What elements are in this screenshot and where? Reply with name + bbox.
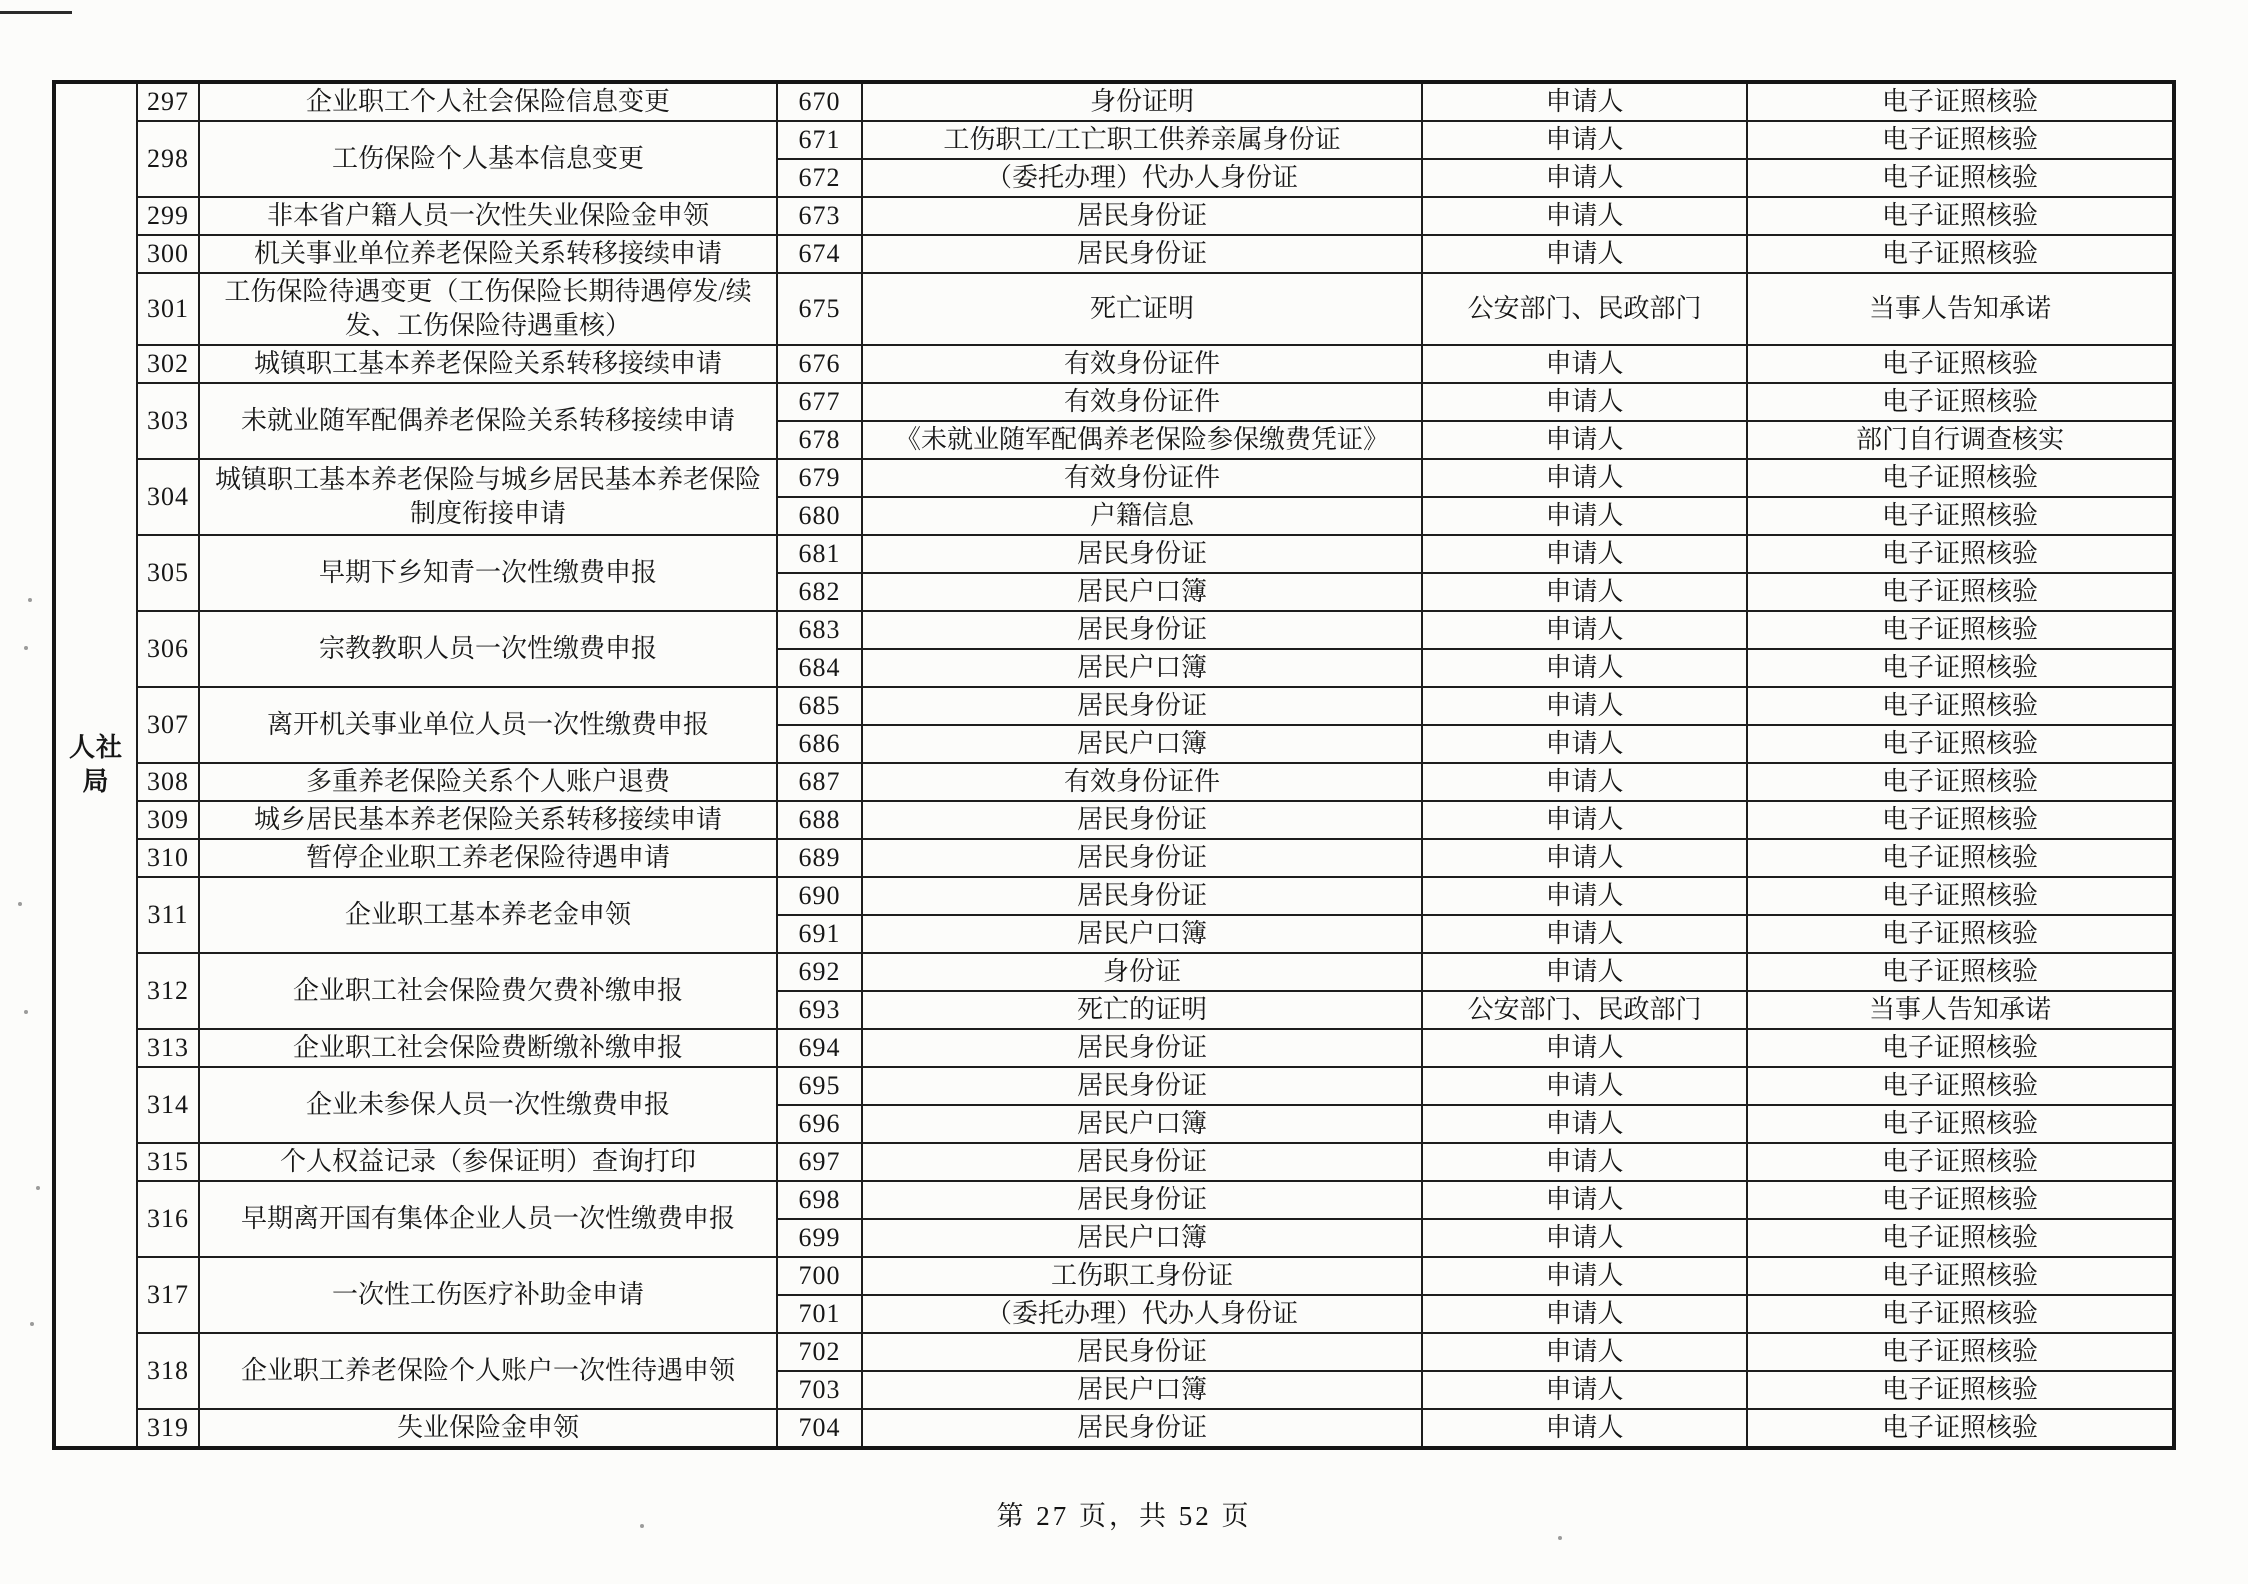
document-name-cell: 户籍信息 (862, 497, 1422, 535)
document-name-cell: 居民户口簿 (862, 1105, 1422, 1143)
document-name-cell: 居民身份证 (862, 197, 1422, 235)
issuing-party-cell: 申请人 (1422, 497, 1747, 535)
document-name-cell: 居民户口簿 (862, 1219, 1422, 1257)
issuing-party-cell: 申请人 (1422, 953, 1747, 991)
scan-speck (28, 598, 32, 602)
verification-method-cell: 电子证照核验 (1747, 763, 2174, 801)
document-name-cell: 工伤职工/工亡职工供养亲属身份证 (862, 121, 1422, 159)
scan-speck (24, 1010, 28, 1014)
document-name-cell: 《未就业随军配偶养老保险参保缴费凭证》 (862, 421, 1422, 459)
service-index-cell: 319 (137, 1409, 199, 1448)
document-name-cell: 居民身份证 (862, 839, 1422, 877)
scan-speck (18, 902, 22, 906)
document-index-cell: 694 (777, 1029, 862, 1067)
document-name-cell: 居民身份证 (862, 235, 1422, 273)
verification-method-cell: 电子证照核验 (1747, 687, 2174, 725)
issuing-party-cell: 申请人 (1422, 159, 1747, 197)
issuing-party-cell: 申请人 (1422, 535, 1747, 573)
issuing-party-cell: 申请人 (1422, 763, 1747, 801)
service-name-cell: 非本省户籍人员一次性失业保险金申领 (199, 197, 777, 235)
document-name-cell: 居民身份证 (862, 1181, 1422, 1219)
service-name-cell: 企业职工社会保险费欠费补缴申报 (199, 953, 777, 1029)
scan-speck (24, 646, 28, 650)
service-index-cell: 301 (137, 273, 199, 345)
service-index-cell: 300 (137, 235, 199, 273)
service-name-cell: 宗教教职人员一次性缴费申报 (199, 611, 777, 687)
document-index-cell: 693 (777, 991, 862, 1029)
document-name-cell: 居民身份证 (862, 1333, 1422, 1371)
document-index-cell: 704 (777, 1409, 862, 1448)
service-index-cell: 310 (137, 839, 199, 877)
document-index-cell: 697 (777, 1143, 862, 1181)
document-name-cell: 居民户口簿 (862, 1371, 1422, 1409)
service-index-cell: 302 (137, 345, 199, 383)
service-index-cell: 297 (137, 82, 199, 121)
service-index-cell: 305 (137, 535, 199, 611)
table-row (54, 687, 2174, 725)
table-row (54, 535, 2174, 573)
document-index-cell: 688 (777, 801, 862, 839)
document-index-cell: 692 (777, 953, 862, 991)
verification-method-cell: 电子证照核验 (1747, 383, 2174, 421)
service-name-cell: 企业未参保人员一次性缴费申报 (199, 1067, 777, 1143)
document-index-cell: 670 (777, 82, 862, 121)
document-index-cell: 695 (777, 1067, 862, 1105)
service-index-cell: 307 (137, 687, 199, 763)
issuing-party-cell: 申请人 (1422, 197, 1747, 235)
issuing-party-cell: 申请人 (1422, 1029, 1747, 1067)
document-name-cell: 居民身份证 (862, 535, 1422, 573)
document-index-cell: 672 (777, 159, 862, 197)
scan-artifact-line (0, 11, 72, 14)
document-index-cell: 701 (777, 1295, 862, 1333)
issuing-party-cell: 申请人 (1422, 877, 1747, 915)
document-name-cell: 居民身份证 (862, 611, 1422, 649)
document-name-cell: 居民身份证 (862, 1409, 1422, 1448)
table-row (54, 383, 2174, 421)
document-index-cell: 685 (777, 687, 862, 725)
verification-method-cell: 电子证照核验 (1747, 345, 2174, 383)
verification-method-cell: 电子证照核验 (1747, 459, 2174, 497)
verification-method-cell: 电子证照核验 (1747, 649, 2174, 687)
scan-speck (1558, 1536, 1562, 1540)
document-index-cell: 691 (777, 915, 862, 953)
service-name-cell: 未就业随军配偶养老保险关系转移接续申请 (199, 383, 777, 459)
table-row (54, 763, 2174, 801)
service-name-cell: 城镇职工基本养老保险与城乡居民基本养老保险制度衔接申请 (199, 459, 777, 535)
document-name-cell: 有效身份证件 (862, 763, 1422, 801)
verification-method-cell: 电子证照核验 (1747, 1371, 2174, 1409)
verification-method-cell: 电子证照核验 (1747, 82, 2174, 121)
table-row (54, 877, 2174, 915)
service-index-cell: 312 (137, 953, 199, 1029)
document-name-cell: 死亡的证明 (862, 991, 1422, 1029)
issuing-party-cell: 申请人 (1422, 1181, 1747, 1219)
table-row (54, 1143, 2174, 1181)
document-name-cell: 居民户口簿 (862, 915, 1422, 953)
document-index-cell: 680 (777, 497, 862, 535)
service-name-cell: 暂停企业职工养老保险待遇申请 (199, 839, 777, 877)
issuing-party-cell: 申请人 (1422, 345, 1747, 383)
verification-method-cell: 电子证照核验 (1747, 877, 2174, 915)
table-row (54, 273, 2174, 345)
issuing-party-cell: 公安部门、民政部门 (1422, 273, 1747, 345)
scan-speck (640, 1524, 644, 1528)
document-name-cell: 居民身份证 (862, 1067, 1422, 1105)
document-name-cell: 有效身份证件 (862, 459, 1422, 497)
document-index-cell: 673 (777, 197, 862, 235)
table-row (54, 82, 2174, 121)
issuing-party-cell: 申请人 (1422, 235, 1747, 273)
document-index-cell: 687 (777, 763, 862, 801)
service-index-cell: 309 (137, 801, 199, 839)
service-name-cell: 城镇职工基本养老保险关系转移接续申请 (199, 345, 777, 383)
verification-method-cell: 部门自行调查核实 (1747, 421, 2174, 459)
verification-method-cell: 电子证照核验 (1747, 121, 2174, 159)
verification-method-cell: 电子证照核验 (1747, 1105, 2174, 1143)
issuing-party-cell: 申请人 (1422, 839, 1747, 877)
service-index-cell: 313 (137, 1029, 199, 1067)
document-name-cell: 死亡证明 (862, 273, 1422, 345)
scan-speck (36, 1186, 40, 1190)
issuing-party-cell: 申请人 (1422, 459, 1747, 497)
table-row (54, 1257, 2174, 1295)
verification-method-cell: 电子证照核验 (1747, 1219, 2174, 1257)
verification-method-cell: 电子证照核验 (1747, 1295, 2174, 1333)
verification-method-cell: 电子证照核验 (1747, 1409, 2174, 1448)
issuing-party-cell: 申请人 (1422, 1333, 1747, 1371)
table-row (54, 121, 2174, 159)
issuing-party-cell: 申请人 (1422, 82, 1747, 121)
table-row (54, 1181, 2174, 1219)
service-index-cell: 298 (137, 121, 199, 197)
service-name-cell: 城乡居民基本养老保险关系转移接续申请 (199, 801, 777, 839)
document-index-cell: 684 (777, 649, 862, 687)
issuing-party-cell: 申请人 (1422, 383, 1747, 421)
page-footer: 第 27 页，共 52 页 (996, 1501, 1252, 1531)
table-row (54, 459, 2174, 497)
verification-method-cell: 电子证照核验 (1747, 497, 2174, 535)
service-index-cell: 318 (137, 1333, 199, 1409)
document-index-cell: 674 (777, 235, 862, 273)
issuing-party-cell: 申请人 (1422, 687, 1747, 725)
issuing-party-cell: 申请人 (1422, 1295, 1747, 1333)
service-name-cell: 失业保险金申领 (199, 1409, 777, 1448)
service-index-cell: 303 (137, 383, 199, 459)
document-index-cell: 700 (777, 1257, 862, 1295)
document-index-cell: 703 (777, 1371, 862, 1409)
document-index-cell: 696 (777, 1105, 862, 1143)
verification-method-cell: 电子证照核验 (1747, 1029, 2174, 1067)
service-name-cell: 工伤保险个人基本信息变更 (199, 121, 777, 197)
service-name-cell: 离开机关事业单位人员一次性缴费申报 (199, 687, 777, 763)
document-name-cell: 有效身份证件 (862, 383, 1422, 421)
verification-method-cell: 电子证照核验 (1747, 1333, 2174, 1371)
service-index-cell: 315 (137, 1143, 199, 1181)
issuing-party-cell: 申请人 (1422, 421, 1747, 459)
service-name-cell: 工伤保险待遇变更（工伤保险长期待遇停发/续发、工伤保险待遇重核） (199, 273, 777, 345)
issuing-party-cell: 申请人 (1422, 1143, 1747, 1181)
verification-method-cell: 电子证照核验 (1747, 611, 2174, 649)
bureau-label-cell: 人社局 (54, 82, 137, 1448)
document-index-cell: 683 (777, 611, 862, 649)
verification-method-cell: 电子证照核验 (1747, 235, 2174, 273)
document-name-cell: 居民身份证 (862, 877, 1422, 915)
verification-method-cell: 电子证照核验 (1747, 839, 2174, 877)
document-index-cell: 678 (777, 421, 862, 459)
service-name-cell: 早期下乡知青一次性缴费申报 (199, 535, 777, 611)
issuing-party-cell: 申请人 (1422, 121, 1747, 159)
service-index-cell: 306 (137, 611, 199, 687)
table-row (54, 1409, 2174, 1448)
verification-method-cell: 当事人告知承诺 (1747, 273, 2174, 345)
table-row (54, 1333, 2174, 1371)
issuing-party-cell: 申请人 (1422, 725, 1747, 763)
document-index-cell: 681 (777, 535, 862, 573)
service-index-cell: 314 (137, 1067, 199, 1143)
service-index-cell: 304 (137, 459, 199, 535)
document-index-cell: 676 (777, 345, 862, 383)
document-name-cell: 有效身份证件 (862, 345, 1422, 383)
issuing-party-cell: 申请人 (1422, 649, 1747, 687)
verification-method-cell: 电子证照核验 (1747, 535, 2174, 573)
document-index-cell: 699 (777, 1219, 862, 1257)
verification-method-cell: 电子证照核验 (1747, 159, 2174, 197)
document-name-cell: 居民户口簿 (862, 725, 1422, 763)
table-row (54, 839, 2174, 877)
verification-method-cell: 电子证照核验 (1747, 1143, 2174, 1181)
issuing-party-cell: 公安部门、民政部门 (1422, 991, 1747, 1029)
document-name-cell: 居民身份证 (862, 1143, 1422, 1181)
verification-method-cell: 电子证照核验 (1747, 1067, 2174, 1105)
document-index-cell: 689 (777, 839, 862, 877)
issuing-party-cell: 申请人 (1422, 611, 1747, 649)
table-row (54, 235, 2174, 273)
service-name-cell: 机关事业单位养老保险关系转移接续申请 (199, 235, 777, 273)
issuing-party-cell: 申请人 (1422, 1371, 1747, 1409)
table-row (54, 611, 2174, 649)
verification-method-cell: 当事人告知承诺 (1747, 991, 2174, 1029)
issuing-party-cell: 申请人 (1422, 915, 1747, 953)
verification-method-cell: 电子证照核验 (1747, 801, 2174, 839)
table-row (54, 345, 2174, 383)
verification-method-cell: 电子证照核验 (1747, 915, 2174, 953)
issuing-party-cell: 申请人 (1422, 1067, 1747, 1105)
service-name-cell: 早期离开国有集体企业人员一次性缴费申报 (199, 1181, 777, 1257)
document-name-cell: 工伤职工身份证 (862, 1257, 1422, 1295)
verification-method-cell: 电子证照核验 (1747, 953, 2174, 991)
issuing-party-cell: 申请人 (1422, 1257, 1747, 1295)
issuing-party-cell: 申请人 (1422, 1219, 1747, 1257)
document-name-cell: 居民户口簿 (862, 649, 1422, 687)
document-index-cell: 698 (777, 1181, 862, 1219)
services-table (52, 80, 2176, 1450)
service-index-cell: 316 (137, 1181, 199, 1257)
document-name-cell: 身份证 (862, 953, 1422, 991)
document-name-cell: 居民身份证 (862, 687, 1422, 725)
service-index-cell: 317 (137, 1257, 199, 1333)
table-row (54, 197, 2174, 235)
verification-method-cell: 电子证照核验 (1747, 573, 2174, 611)
service-name-cell: 企业职工养老保险个人账户一次性待遇申领 (199, 1333, 777, 1409)
document-index-cell: 677 (777, 383, 862, 421)
service-name-cell: 个人权益记录（参保证明）查询打印 (199, 1143, 777, 1181)
issuing-party-cell: 申请人 (1422, 1409, 1747, 1448)
issuing-party-cell: 申请人 (1422, 573, 1747, 611)
service-index-cell: 308 (137, 763, 199, 801)
table-row (54, 1029, 2174, 1067)
document-name-cell: 居民身份证 (862, 1029, 1422, 1067)
service-index-cell: 311 (137, 877, 199, 953)
service-name-cell: 企业职工社会保险费断缴补缴申报 (199, 1029, 777, 1067)
document-index-cell: 702 (777, 1333, 862, 1371)
document-name-cell: 身份证明 (862, 82, 1422, 121)
document-index-cell: 675 (777, 273, 862, 345)
verification-method-cell: 电子证照核验 (1747, 725, 2174, 763)
service-name-cell: 企业职工个人社会保险信息变更 (199, 82, 777, 121)
document-index-cell: 679 (777, 459, 862, 497)
scan-speck (30, 1322, 34, 1326)
table-row (54, 953, 2174, 991)
document-name-cell: 居民户口簿 (862, 573, 1422, 611)
service-name-cell: 企业职工基本养老金申领 (199, 877, 777, 953)
document-index-cell: 690 (777, 877, 862, 915)
service-index-cell: 299 (137, 197, 199, 235)
issuing-party-cell: 申请人 (1422, 801, 1747, 839)
verification-method-cell: 电子证照核验 (1747, 197, 2174, 235)
document-index-cell: 686 (777, 725, 862, 763)
document-name-cell: （委托办理）代办人身份证 (862, 159, 1422, 197)
document-index-cell: 671 (777, 121, 862, 159)
table-row (54, 801, 2174, 839)
service-name-cell: 一次性工伤医疗补助金申请 (199, 1257, 777, 1333)
issuing-party-cell: 申请人 (1422, 1105, 1747, 1143)
verification-method-cell: 电子证照核验 (1747, 1257, 2174, 1295)
document-name-cell: （委托办理）代办人身份证 (862, 1295, 1422, 1333)
document-index-cell: 682 (777, 573, 862, 611)
service-name-cell: 多重养老保险关系个人账户退费 (199, 763, 777, 801)
document-name-cell: 居民身份证 (862, 801, 1422, 839)
table-row (54, 1067, 2174, 1105)
verification-method-cell: 电子证照核验 (1747, 1181, 2174, 1219)
